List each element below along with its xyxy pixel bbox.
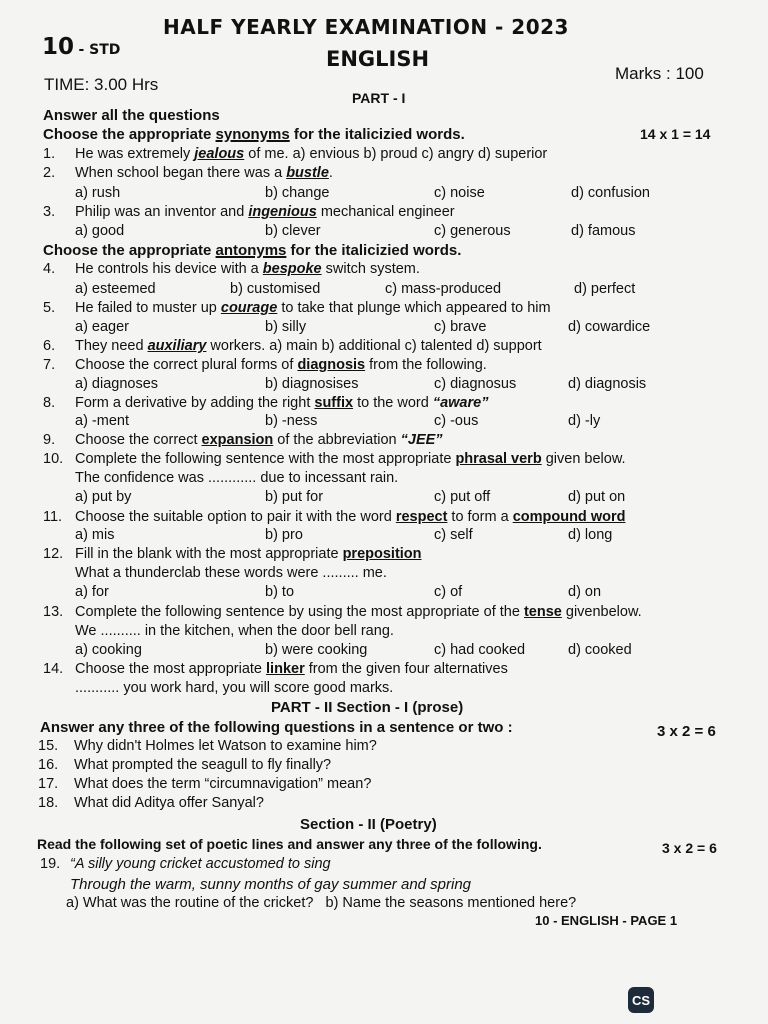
question-11: [43, 509, 625, 525]
q-text: Complete the following sentence by using the most appropriate of the: [75, 604, 524, 620]
q-keyword-word: “aware”: [432, 395, 489, 411]
option-c: c) brave: [434, 319, 487, 335]
question-14: [43, 661, 508, 677]
q-text: He controls his device with a: [75, 261, 263, 277]
q-keyword: tense: [523, 604, 562, 620]
question-16: [38, 757, 331, 773]
q-text: of me. a) envious b) proud c) angry d) superior: [244, 146, 548, 162]
q-text: Choose the suitable option to pair it with the word: [75, 509, 396, 525]
option-d: d) cooked: [568, 642, 632, 658]
q-number: 7.: [43, 357, 56, 373]
question-9: [43, 432, 443, 448]
question-6: [43, 338, 542, 354]
q-keyword: phrasal verb: [455, 451, 542, 467]
option-a: a) put by: [75, 489, 132, 505]
q-keyword: preposition: [342, 546, 422, 562]
poem-line-2: Through the warm, sunny months of gay summer and spring: [70, 876, 472, 893]
q-text: Philip was an inventor and: [75, 204, 249, 220]
q-keyword: diagnosis: [297, 357, 366, 373]
question-13: [43, 604, 642, 620]
q-keyword: courage: [220, 300, 278, 316]
q-text: from the given four alternatives: [304, 661, 508, 677]
q-text: What did Aditya offer Sanyal?: [74, 795, 264, 811]
time-label: TIME: 3.00 Hrs: [44, 75, 159, 94]
q-text: workers. a) main b) additional c) talented d) support: [206, 338, 542, 354]
q-keyword: bustle: [286, 165, 329, 181]
q-text: Choose the correct: [75, 432, 202, 448]
question-5: [43, 300, 551, 316]
q-number: 8.: [43, 395, 56, 411]
option-b: b) pro: [265, 527, 303, 543]
answer-all-instruction: Answer all the questions: [43, 107, 220, 124]
exam-title: HALF YEARLY EXAMINATION - 2023: [163, 15, 569, 39]
subject-title: ENGLISH: [326, 47, 430, 71]
question-10: [43, 451, 626, 467]
q-text: to form a: [447, 509, 513, 525]
q-text: to take that plunge which appeared to him: [277, 300, 551, 316]
q-text: Fill in the blank with the most appropriate: [75, 546, 343, 562]
option-a: a) eager: [75, 319, 130, 335]
part-one-marks: 14 x 1 = 14: [640, 126, 711, 142]
q-text: from the following.: [365, 357, 487, 373]
question-15: [38, 738, 377, 754]
question-18: [38, 795, 264, 811]
option-a: a) -ment: [75, 413, 129, 429]
part-two-instruction: Answer any three of the following questions in a sentence or two :: [40, 719, 513, 736]
option-c: c) had cooked: [434, 642, 526, 658]
q-text: of the abbreviation: [273, 432, 401, 448]
marks-label: Marks : 100: [615, 64, 704, 83]
q-text: He was extremely: [75, 146, 195, 162]
option-b: b) change: [265, 185, 330, 201]
q-number: 13.: [43, 604, 64, 620]
q-number: 3.: [43, 204, 56, 220]
option-c: c) diagnosus: [434, 376, 517, 392]
question-7: [43, 357, 487, 373]
instr-keyword: synonyms: [215, 126, 290, 143]
option-d: d) -ly: [568, 413, 601, 429]
q-number: 12.: [43, 546, 64, 562]
option-d: d) diagnosis: [568, 376, 647, 392]
option-d: d) on: [568, 584, 602, 600]
poetry-section-title: Section - II (Poetry): [300, 816, 437, 833]
option-b: b) silly: [265, 319, 307, 335]
q-number: 9.: [43, 432, 56, 448]
option-c: c) generous: [434, 223, 511, 239]
option-a: a) good: [75, 223, 125, 239]
poem-question-b: b) Name the seasons mentioned here?: [325, 895, 577, 911]
instr-text: for the italicizied words.: [289, 126, 465, 143]
option-c: c) noise: [434, 185, 485, 201]
option-d: d) cowardice: [568, 319, 651, 335]
question-8: [43, 395, 488, 411]
poetry-instruction: Read the following set of poetic lines and answer any three of the following.: [37, 836, 542, 852]
option-c: c) -ous: [434, 413, 479, 429]
q-keyword: respect: [395, 509, 448, 525]
q-number: 19.: [40, 856, 61, 872]
option-d: d) confusion: [571, 185, 650, 201]
option-b: b) -ness: [265, 413, 318, 429]
question-1: [43, 146, 547, 162]
q-keyword: jealous: [194, 146, 245, 162]
option-a: a) esteemed: [75, 281, 156, 297]
q-number: 14.: [43, 661, 64, 677]
question-17: [38, 776, 371, 792]
instr-keyword: antonyms: [215, 242, 287, 259]
q-number: 2.: [43, 165, 56, 181]
part-one-title: PART - I: [352, 90, 406, 106]
poetry-marks: 3 x 2 = 6: [662, 840, 717, 856]
option-c: c) mass-produced: [385, 281, 502, 297]
poem-questions: [66, 895, 576, 911]
q-keyword: auxiliary: [147, 338, 207, 354]
q-text: They need: [75, 338, 148, 354]
q-text: He failed to muster up: [75, 300, 221, 316]
option-b: b) clever: [265, 223, 321, 239]
instr-text: for the italicizied words.: [286, 242, 462, 259]
q-keyword: suffix: [314, 395, 354, 411]
option-a: a) rush: [75, 185, 121, 201]
part-two-title: PART - II Section - I (prose): [271, 699, 464, 716]
page-footer: 10 - ENGLISH - PAGE 1: [535, 913, 678, 928]
question-12: [43, 546, 422, 562]
option-a: a) diagnoses: [75, 376, 159, 392]
q-number: 18.: [38, 795, 59, 811]
q-keyword: bespoke: [262, 261, 322, 277]
q-text: What prompted the seagull to fly finally?: [74, 757, 332, 773]
q-keyword: linker: [266, 661, 305, 677]
option-a: a) mis: [75, 527, 115, 543]
camscanner-logo-icon: CS: [628, 987, 654, 1013]
question-3: [43, 204, 455, 220]
q-number: 6.: [43, 338, 56, 354]
q-number: 17.: [38, 776, 59, 792]
option-d: d) perfect: [574, 281, 636, 297]
q-number: 10.: [43, 451, 64, 467]
part-two-marks: 3 x 2 = 6: [657, 723, 716, 740]
q-number: 11.: [43, 509, 63, 525]
std-label: [42, 34, 120, 60]
q-keyword: ingenious: [248, 204, 317, 220]
option-d: d) famous: [571, 223, 636, 239]
question-13-sentence: We .......... in the kitchen, when the door bell rang.: [75, 623, 394, 639]
poem-question-a: a) What was the routine of the cricket?: [66, 895, 314, 911]
q-number: 5.: [43, 300, 56, 316]
q-number: 1.: [43, 146, 56, 162]
option-d: d) long: [568, 527, 613, 543]
question-12-sentence: What a thunderclab these words were ......... me.: [75, 565, 387, 581]
option-a: a) cooking: [75, 642, 142, 658]
q-text: given below.: [541, 451, 626, 467]
q-text: When school began there was a: [75, 165, 287, 181]
q-text: Complete the following sentence with the most appropriate: [75, 451, 456, 467]
question-19: [40, 856, 331, 872]
option-b: b) were cooking: [265, 642, 368, 658]
q-text: switch system.: [321, 261, 420, 277]
instr-text: Choose the appropriate: [43, 242, 216, 259]
question-4: [43, 261, 420, 277]
q-text: to the word: [353, 395, 433, 411]
q-keyword-abbr: “JEE”: [400, 432, 443, 448]
option-b: b) put for: [265, 489, 324, 505]
option-a: a) for: [75, 584, 109, 600]
q-text: Choose the correct plural forms of: [75, 357, 298, 373]
std-number: 10: [42, 34, 75, 60]
option-c: c) put off: [434, 489, 491, 505]
q-text: Choose the most appropriate: [75, 661, 267, 677]
q-text: Form a derivative by adding the right: [75, 395, 315, 411]
option-c: c) of: [434, 584, 463, 600]
q-text: givenbelow.: [561, 604, 642, 620]
q-number: 4.: [43, 261, 56, 277]
question-10-sentence: The confidence was ............ due to incessant rain.: [75, 470, 399, 486]
option-b: b) customised: [230, 281, 321, 297]
instr-text: Choose the appropriate: [43, 126, 216, 143]
antonyms-instruction: [43, 242, 461, 259]
q-text: .: [328, 165, 333, 181]
q-keyword-compound: compound word: [512, 509, 626, 525]
q-text: mechanical engineer: [316, 204, 455, 220]
q-number: 15.: [38, 738, 59, 754]
question-2: [43, 165, 333, 181]
poem-line-1: “A silly young cricket accustomed to sing: [70, 856, 331, 872]
option-d: d) put on: [568, 489, 626, 505]
q-number: 16.: [38, 757, 59, 773]
question-14-sentence: ........... you work hard, you will score good marks.: [75, 680, 394, 696]
option-b: b) to: [265, 584, 295, 600]
option-c: c) self: [434, 527, 473, 543]
std-text: - STD: [78, 42, 121, 58]
q-keyword: expansion: [201, 432, 274, 448]
synonyms-instruction: [43, 126, 465, 143]
q-text: Why didn't Holmes let Watson to examine him?: [74, 738, 377, 754]
option-b: b) diagnosises: [265, 376, 359, 392]
q-text: What does the term “circumnavigation” mean?: [74, 776, 372, 792]
